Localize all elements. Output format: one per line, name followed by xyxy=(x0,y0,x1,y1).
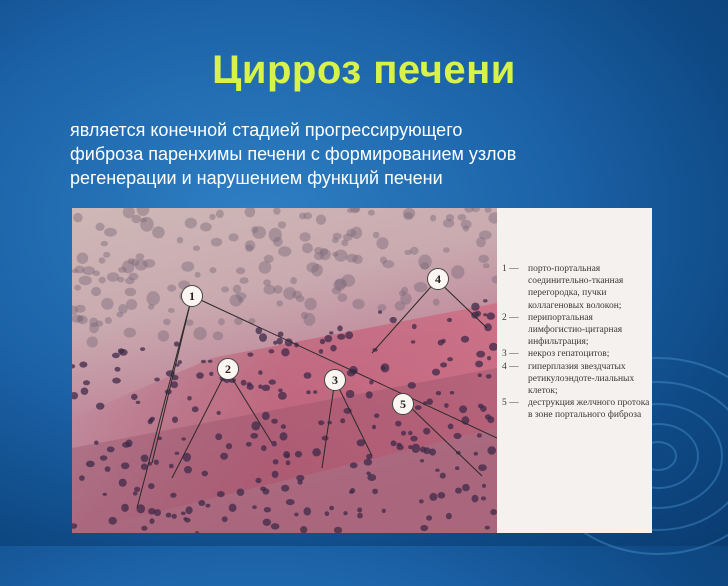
histology-figure xyxy=(72,208,652,533)
legend-number: 5 — xyxy=(502,398,519,409)
legend-text: некроз гепатоцитов; xyxy=(528,349,610,360)
legend-item xyxy=(502,397,650,421)
legend-item xyxy=(502,312,650,349)
marker-5: 5 xyxy=(392,393,414,415)
legend-number: 1 — xyxy=(502,264,519,274)
legend-text: перипортальная лимфогистио-цитарная инфильтрация; xyxy=(528,312,623,348)
legend-item xyxy=(502,348,650,360)
marker-1: 1 xyxy=(181,285,203,307)
legend-number: 2 — xyxy=(502,312,519,323)
legend-item xyxy=(502,263,650,312)
legend-text: порто-портальная соединительно-тканная перегородка, пучки коллагеновых волокон; xyxy=(528,264,624,311)
micrograph-image xyxy=(72,208,497,533)
slide-subtitle xyxy=(70,118,700,190)
subtitle-line: является конечной стадией прогрессирующего xyxy=(70,120,463,140)
marker-3: 3 xyxy=(324,369,346,391)
subtitle-line: регенерации и нарушением функций печени xyxy=(70,168,443,188)
legend-number: 4 — xyxy=(502,361,519,372)
legend-item xyxy=(502,361,650,398)
legend-number: 3 — xyxy=(502,349,519,360)
slide-title: Цирроз печени xyxy=(212,48,516,92)
marker-4: 4 xyxy=(427,268,449,290)
legend-text: гиперплазия звездчатых ретикулоэндоте-лиальных клеток; xyxy=(528,361,635,397)
marker-2: 2 xyxy=(217,358,239,380)
subtitle-line: фиброза паренхимы печени с формированием узлов xyxy=(70,144,517,164)
legend-text: деструкция желчного протока в зоне портального фиброза xyxy=(528,398,650,421)
figure-legend xyxy=(502,263,650,422)
